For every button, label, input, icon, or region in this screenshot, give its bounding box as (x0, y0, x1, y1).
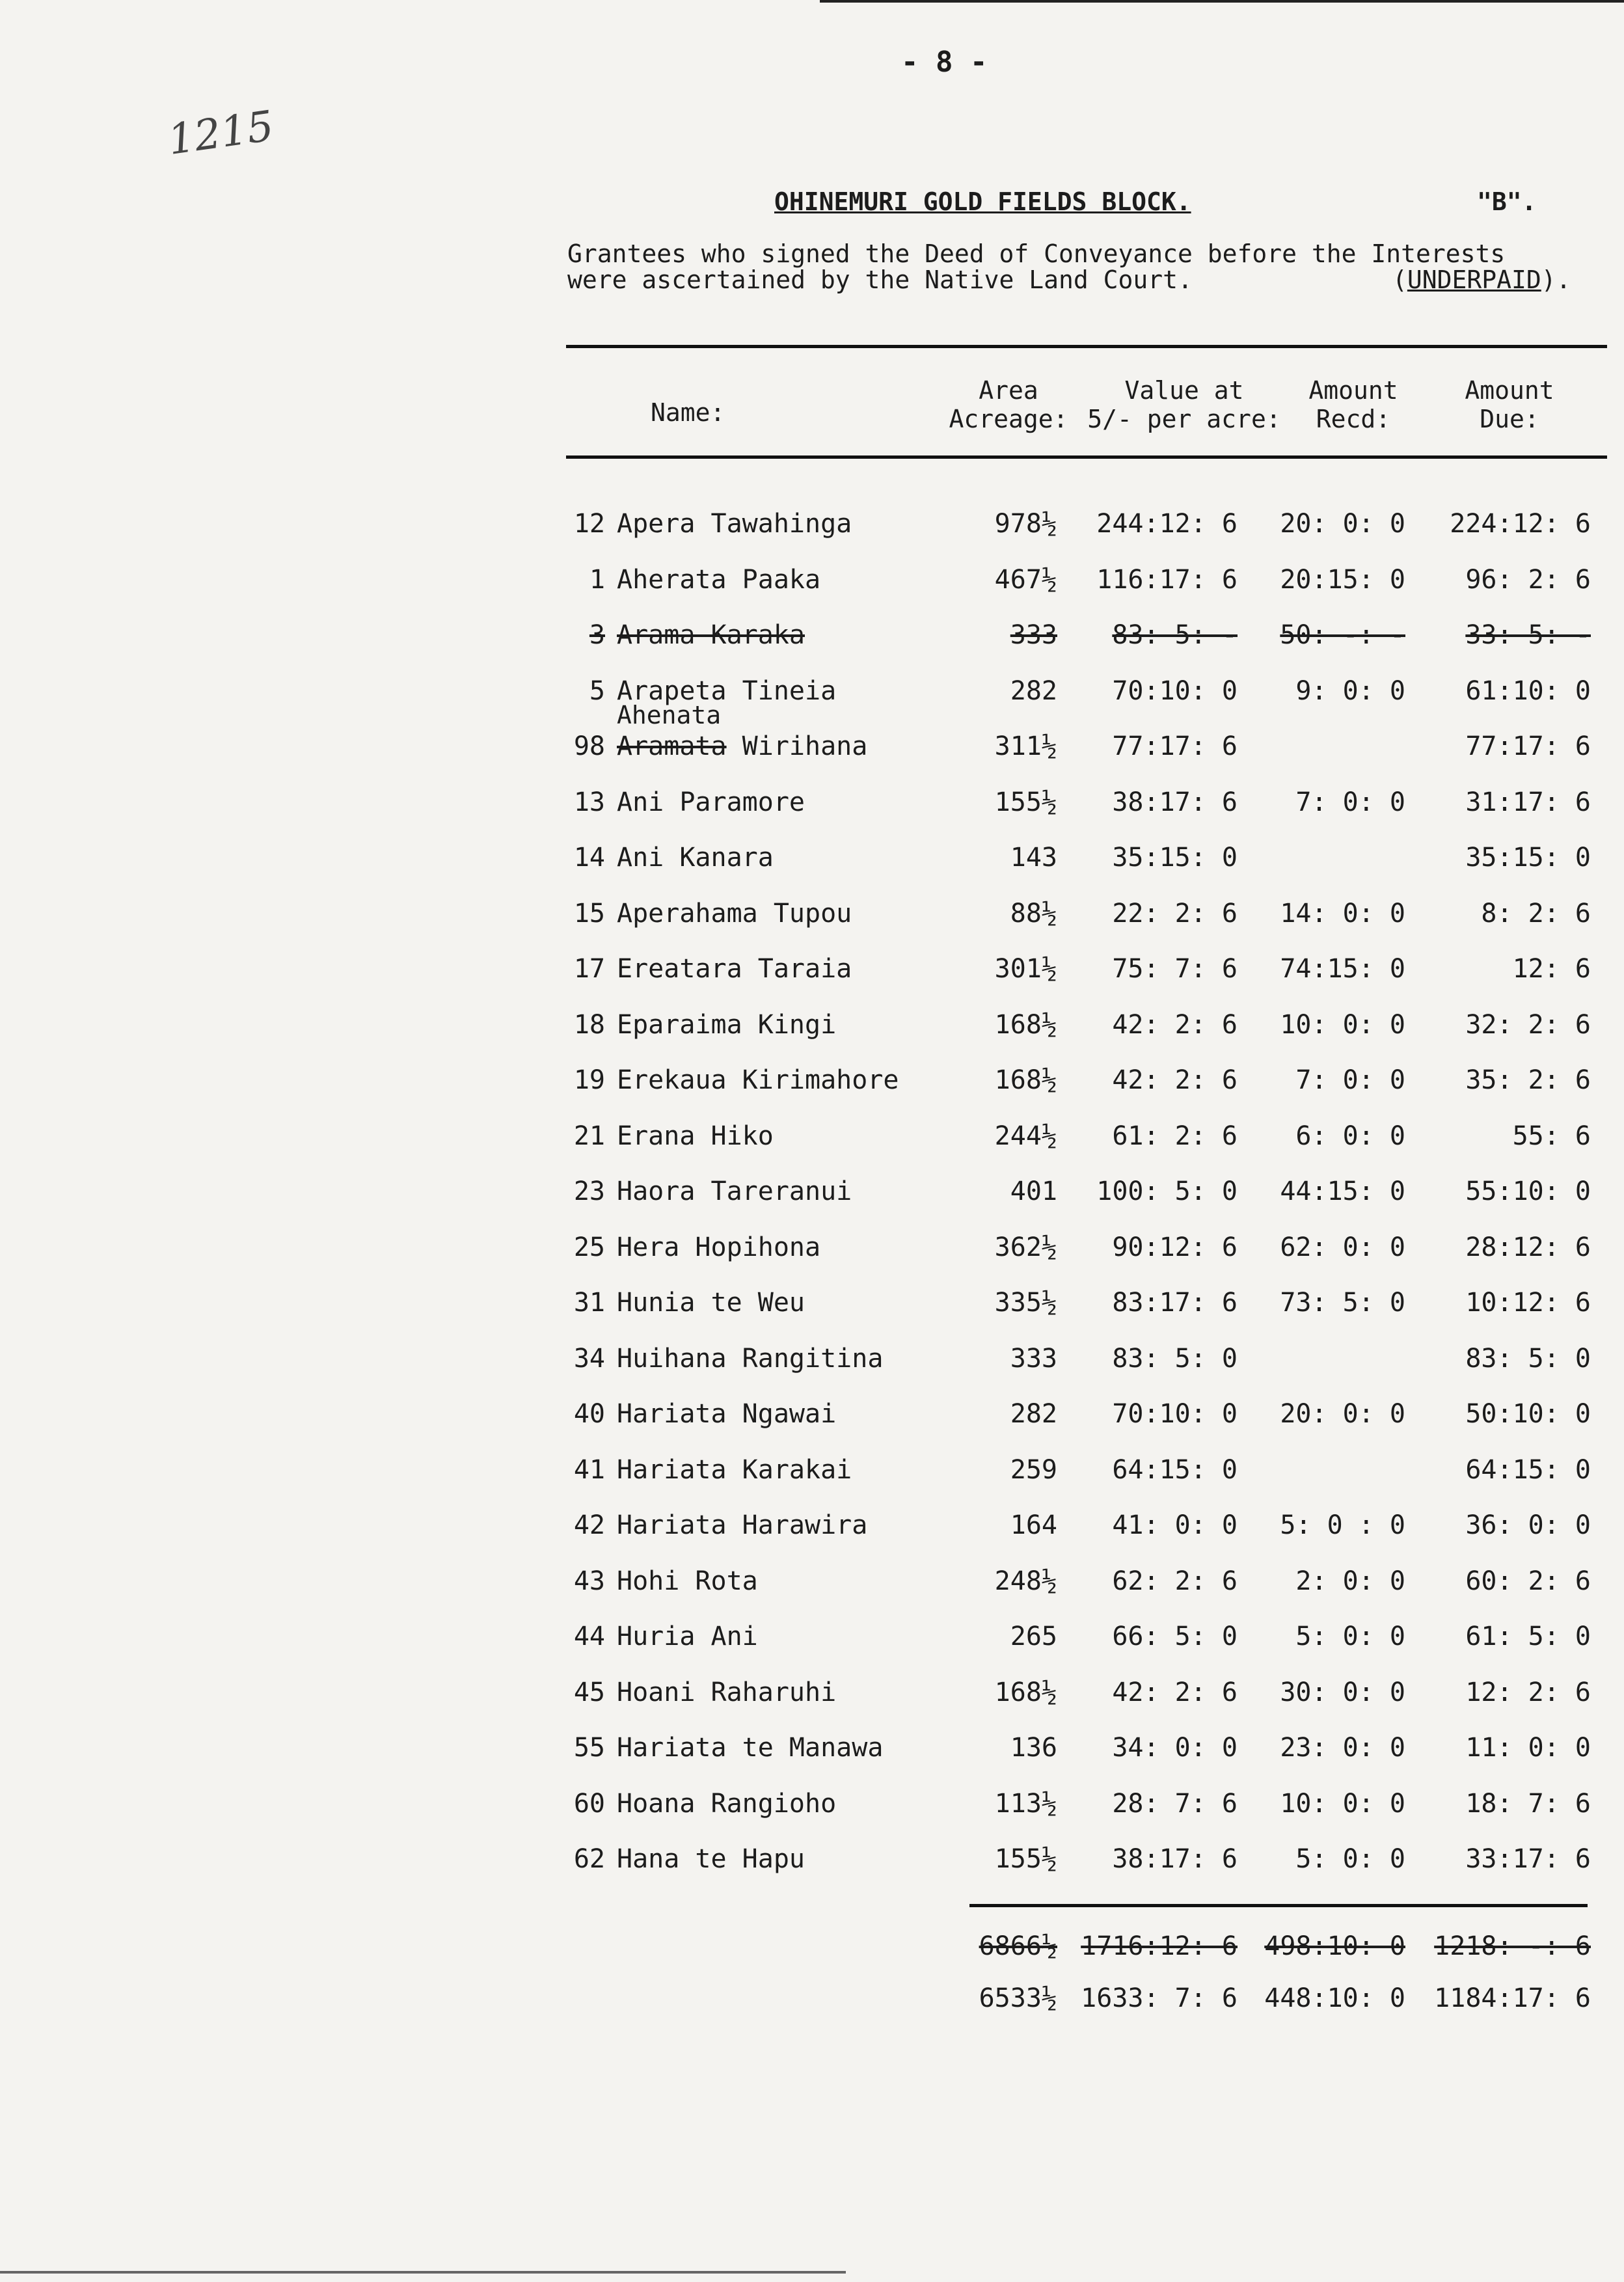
grantee-name: Hera Hopihona (617, 1232, 821, 1262)
area-acreage: 335½ (994, 1288, 1057, 1318)
amount-received: 20: 0: 0 (1280, 509, 1405, 539)
amount-due: 28:12: 6 (1465, 1232, 1591, 1262)
area-acreage: 282 (1010, 1399, 1057, 1429)
grantee-name: Ani Paramore (617, 787, 805, 817)
area-acreage: 113½ (994, 1789, 1057, 1819)
grantee-name: Arapeta Tineia (617, 676, 837, 706)
header-amount-due (1428, 376, 1591, 433)
table-row (0, 1510, 1624, 1549)
grantee-number: 15 (573, 899, 605, 929)
table-row (0, 1065, 1624, 1104)
totals-rule (969, 1904, 1588, 1907)
amount-received: 44:15: 0 (1280, 1176, 1405, 1206)
grantee-number: 21 (573, 1121, 605, 1151)
table-row (0, 1399, 1624, 1438)
table-row (0, 1010, 1624, 1049)
grantee-number: 45 (573, 1678, 605, 1707)
amount-due: 35:15: 0 (1465, 843, 1591, 873)
grantee-number: 19 (573, 1065, 605, 1095)
grantee-number: 3 (589, 620, 605, 650)
grantee-name: Aherata Paaka (617, 565, 821, 595)
value-at-rate: 116:17: 6 (1096, 565, 1238, 595)
amount-due: 33:17: 6 (1465, 1844, 1591, 1874)
grantee-number: 34 (573, 1344, 605, 1374)
area-acreage: 168½ (994, 1678, 1057, 1707)
area-acreage: 244½ (994, 1121, 1057, 1151)
description-line-2: were ascertained by the Native Land Court. (567, 265, 1193, 294)
area-acreage: 143 (1010, 843, 1057, 873)
grantee-name-text: Wirihana (742, 731, 868, 761)
grantee-name: Arama Karaka (617, 620, 805, 650)
area-acreage: 362½ (994, 1232, 1057, 1262)
grantee-name: Huihana Rangitina (617, 1344, 884, 1374)
grantee-number: 98 (573, 731, 605, 761)
total-value-struck: 1716:12: 6 (1081, 1931, 1238, 1961)
grantee-name: Erekaua Kirimahore (617, 1065, 899, 1095)
page-number: - 8 - (901, 46, 988, 79)
amount-received: 20:15: 0 (1280, 565, 1405, 595)
amount-due: 31:17: 6 (1465, 787, 1591, 817)
amount-due: 61: 5: 0 (1465, 1622, 1591, 1651)
grantee-name-struck: Aramata (617, 731, 727, 761)
value-at-rate: 70:10: 0 (1112, 676, 1238, 706)
value-at-rate: 38:17: 6 (1112, 787, 1238, 817)
handwritten-note: 1215 (165, 102, 277, 165)
value-at-rate: 66: 5: 0 (1112, 1622, 1238, 1651)
area-acreage: 265 (1010, 1622, 1057, 1651)
area-acreage: 155½ (994, 1844, 1057, 1874)
area-acreage: 467½ (994, 565, 1057, 595)
amount-due: 12: 6 (1512, 954, 1591, 984)
grantee-number: 41 (573, 1455, 605, 1485)
grantee-name: Hunia te Weu (617, 1288, 805, 1318)
amount-received: 73: 5: 0 (1280, 1288, 1405, 1318)
amount-received: 14: 0: 0 (1280, 899, 1405, 929)
value-at-rate: 100: 5: 0 (1096, 1176, 1238, 1206)
amount-due: 35: 2: 6 (1465, 1065, 1591, 1095)
table-row (0, 1622, 1624, 1661)
value-at-rate: 28: 7: 6 (1112, 1789, 1238, 1819)
grantee-name: Hariata Karakai (617, 1455, 852, 1485)
amount-received: 62: 0: 0 (1280, 1232, 1405, 1262)
grantee-name (617, 731, 867, 761)
header-area-line1: Area (979, 376, 1038, 405)
header-recd-line2: Recd: (1316, 405, 1391, 433)
value-at-rate: 83: 5: - (1112, 620, 1238, 650)
grantee-name: Apera Tawahinga (617, 509, 852, 539)
header-amount-recd (1279, 376, 1428, 433)
table-row (0, 620, 1624, 659)
underpaid-open: ( (1392, 265, 1407, 294)
amount-received: 2: 0: 0 (1295, 1566, 1405, 1596)
table-row (0, 731, 1624, 770)
header-value (1083, 376, 1285, 433)
amount-received: 7: 0: 0 (1295, 787, 1405, 817)
grantee-number: 12 (573, 509, 605, 539)
amount-due: 55:10: 0 (1465, 1176, 1591, 1206)
amount-due: 55: 6 (1512, 1121, 1591, 1151)
grantee-number: 44 (573, 1622, 605, 1651)
total-area: 6533½ (979, 1983, 1057, 2013)
table-row (0, 843, 1624, 882)
table-row (0, 1288, 1624, 1327)
area-acreage: 333 (1010, 1344, 1057, 1374)
header-value-line2: 5/- per acre: (1087, 405, 1281, 433)
total-area-struck: 6866½ (979, 1931, 1057, 1961)
table-row (0, 1344, 1624, 1383)
table-row (0, 1844, 1624, 1883)
value-at-rate: 244:12: 6 (1096, 509, 1238, 539)
grantee-name: Hana te Hapu (617, 1844, 805, 1874)
table-row (0, 1176, 1624, 1216)
amount-due: 33: 5: - (1465, 620, 1591, 650)
table-row (0, 1455, 1624, 1494)
total-value: 1633: 7: 6 (1081, 1983, 1238, 2013)
value-at-rate: 77:17: 6 (1112, 731, 1238, 761)
amount-due: 61:10: 0 (1465, 676, 1591, 706)
table-row (0, 1789, 1624, 1828)
table-top-rule (566, 345, 1607, 348)
grantee-number: 5 (589, 676, 605, 706)
amount-due: 8: 2: 6 (1481, 899, 1591, 929)
header-recd-line1: Amount (1308, 376, 1398, 405)
amount-received: 7: 0: 0 (1295, 1065, 1405, 1095)
grantee-number: 13 (573, 787, 605, 817)
value-at-rate: 42: 2: 6 (1112, 1010, 1238, 1040)
grantee-number: 1 (589, 565, 605, 595)
header-due-line1: Amount (1465, 376, 1554, 405)
total-due-struck: 1218: -: 6 (1434, 1931, 1591, 1961)
value-at-rate: 64:15: 0 (1112, 1455, 1238, 1485)
area-acreage: 88½ (1010, 899, 1057, 929)
grantee-number: 23 (573, 1176, 605, 1206)
value-at-rate: 38:17: 6 (1112, 1844, 1238, 1874)
value-at-rate: 41: 0: 0 (1112, 1510, 1238, 1540)
value-at-rate: 70:10: 0 (1112, 1399, 1238, 1429)
amount-due: 32: 2: 6 (1465, 1010, 1591, 1040)
grantee-number: 62 (573, 1844, 605, 1874)
grantee-number: 18 (573, 1010, 605, 1040)
grantee-name: Aperahama Tupou (617, 899, 852, 929)
value-at-rate: 42: 2: 6 (1112, 1678, 1238, 1707)
header-value-line1: Value at (1124, 376, 1244, 405)
grantee-number: 43 (573, 1566, 605, 1596)
amount-received: 10: 0: 0 (1280, 1789, 1405, 1819)
bottom-edge-line (0, 2271, 846, 2274)
amount-received: 30: 0: 0 (1280, 1678, 1405, 1707)
grantee-name: Huria Ani (617, 1622, 758, 1651)
total-recd-struck: 498:10: 0 (1264, 1931, 1405, 1961)
table-row (0, 1232, 1624, 1271)
table-row (0, 1733, 1624, 1772)
header-area (937, 376, 1080, 433)
value-at-rate: 83: 5: 0 (1112, 1344, 1238, 1374)
amount-received: 20: 0: 0 (1280, 1399, 1405, 1429)
amount-due: 11: 0: 0 (1465, 1733, 1591, 1763)
table-row (0, 1121, 1624, 1160)
amount-due: 50:10: 0 (1465, 1399, 1591, 1429)
totals-row (0, 1983, 1624, 2022)
amount-due: 224:12: 6 (1450, 509, 1591, 539)
amount-received: 23: 0: 0 (1280, 1733, 1405, 1763)
table-row (0, 954, 1624, 993)
amount-due: 60: 2: 6 (1465, 1566, 1591, 1596)
grantee-name: Hoani Raharuhi (617, 1678, 837, 1707)
value-at-rate: 42: 2: 6 (1112, 1065, 1238, 1095)
table-row (0, 899, 1624, 938)
area-acreage: 164 (1010, 1510, 1057, 1540)
area-acreage: 248½ (994, 1566, 1057, 1596)
grantee-name: Hoana Rangioho (617, 1789, 837, 1819)
table-row (0, 787, 1624, 826)
area-acreage: 282 (1010, 676, 1057, 706)
underpaid-close: ). (1541, 265, 1571, 294)
amount-due: 77:17: 6 (1465, 731, 1591, 761)
grantee-number: 42 (573, 1510, 605, 1540)
header-due-line2: Due: (1480, 405, 1539, 433)
area-acreage: 168½ (994, 1010, 1057, 1040)
grantee-name: Ereatara Taraia (617, 954, 852, 984)
value-at-rate: 83:17: 6 (1112, 1288, 1238, 1318)
area-acreage: 136 (1010, 1733, 1057, 1763)
value-at-rate: 34: 0: 0 (1112, 1733, 1238, 1763)
grantee-name: Erana Hiko (617, 1121, 774, 1151)
block-title: OHINEMURI GOLD FIELDS BLOCK. (774, 187, 1191, 216)
amount-due: 10:12: 6 (1465, 1288, 1591, 1318)
grantee-name: Haora Tareranui (617, 1176, 852, 1206)
table-row (0, 565, 1624, 604)
table-row (0, 1678, 1624, 1717)
underpaid-note (1392, 265, 1571, 294)
area-acreage: 259 (1010, 1455, 1057, 1485)
header-area-line2: Acreage: (949, 405, 1068, 433)
value-at-rate: 90:12: 6 (1112, 1232, 1238, 1262)
block-code: "B". (1477, 187, 1537, 216)
amount-due: 96: 2: 6 (1465, 565, 1591, 595)
value-at-rate: 22: 2: 6 (1112, 899, 1238, 929)
value-at-rate: 62: 2: 6 (1112, 1566, 1238, 1596)
amount-received: 5: 0: 0 (1295, 1622, 1405, 1651)
grantee-name: Hohi Rota (617, 1566, 758, 1596)
amount-due: 64:15: 0 (1465, 1455, 1591, 1485)
total-due: 1184:17: 6 (1434, 1983, 1591, 2013)
amount-due: 18: 7: 6 (1465, 1789, 1591, 1819)
area-acreage: 155½ (994, 787, 1057, 817)
amount-due: 36: 0: 0 (1465, 1510, 1591, 1540)
table-row (0, 509, 1624, 548)
grantee-number: 55 (573, 1733, 605, 1763)
value-at-rate: 61: 2: 6 (1112, 1121, 1238, 1151)
area-acreage: 168½ (994, 1065, 1057, 1095)
grantee-number: 17 (573, 954, 605, 984)
grantee-name-line2: Ahenata (617, 701, 722, 729)
grantee-name: Hariata Harawira (617, 1510, 868, 1540)
area-acreage: 333 (1010, 620, 1057, 650)
table-row (0, 676, 1624, 729)
underpaid-label: UNDERPAID (1407, 265, 1541, 294)
area-acreage: 301½ (994, 954, 1057, 984)
description-line-1: Grantees who signed the Deed of Conveyance before the Interests (567, 239, 1506, 268)
value-at-rate: 35:15: 0 (1112, 843, 1238, 873)
amount-received: 5: 0: 0 (1295, 1844, 1405, 1874)
amount-due: 12: 2: 6 (1465, 1678, 1591, 1707)
total-recd: 448:10: 0 (1264, 1983, 1405, 2013)
grantee-number: 14 (573, 843, 605, 873)
grantee-name: Hariata te Manawa (617, 1733, 884, 1763)
grantee-number: 40 (573, 1399, 605, 1429)
grantee-name: Ani Kanara (617, 843, 774, 873)
header-bottom-rule (566, 455, 1607, 459)
amount-due: 83: 5: 0 (1465, 1344, 1591, 1374)
header-name: Name: (651, 398, 725, 427)
totals-row-struck (0, 1931, 1624, 1970)
area-acreage: 311½ (994, 731, 1057, 761)
grantee-number: 31 (573, 1288, 605, 1318)
value-at-rate: 75: 7: 6 (1112, 954, 1238, 984)
area-acreage: 401 (1010, 1176, 1057, 1206)
grantee-number: 25 (573, 1232, 605, 1262)
grantee-number: 60 (573, 1789, 605, 1819)
amount-received: 6: 0: 0 (1295, 1121, 1405, 1151)
table-row (0, 1566, 1624, 1605)
grantee-name: Hariata Ngawai (617, 1399, 837, 1429)
area-acreage: 978½ (994, 509, 1057, 539)
amount-received: 10: 0: 0 (1280, 1010, 1405, 1040)
grantee-name: Eparaima Kingi (617, 1010, 837, 1040)
amount-received: 74:15: 0 (1280, 954, 1405, 984)
amount-received: 5: 0 : 0 (1280, 1510, 1405, 1540)
amount-received: 50: -: - (1280, 620, 1405, 650)
top-edge-line (820, 0, 1624, 3)
amount-received: 9: 0: 0 (1295, 676, 1405, 706)
